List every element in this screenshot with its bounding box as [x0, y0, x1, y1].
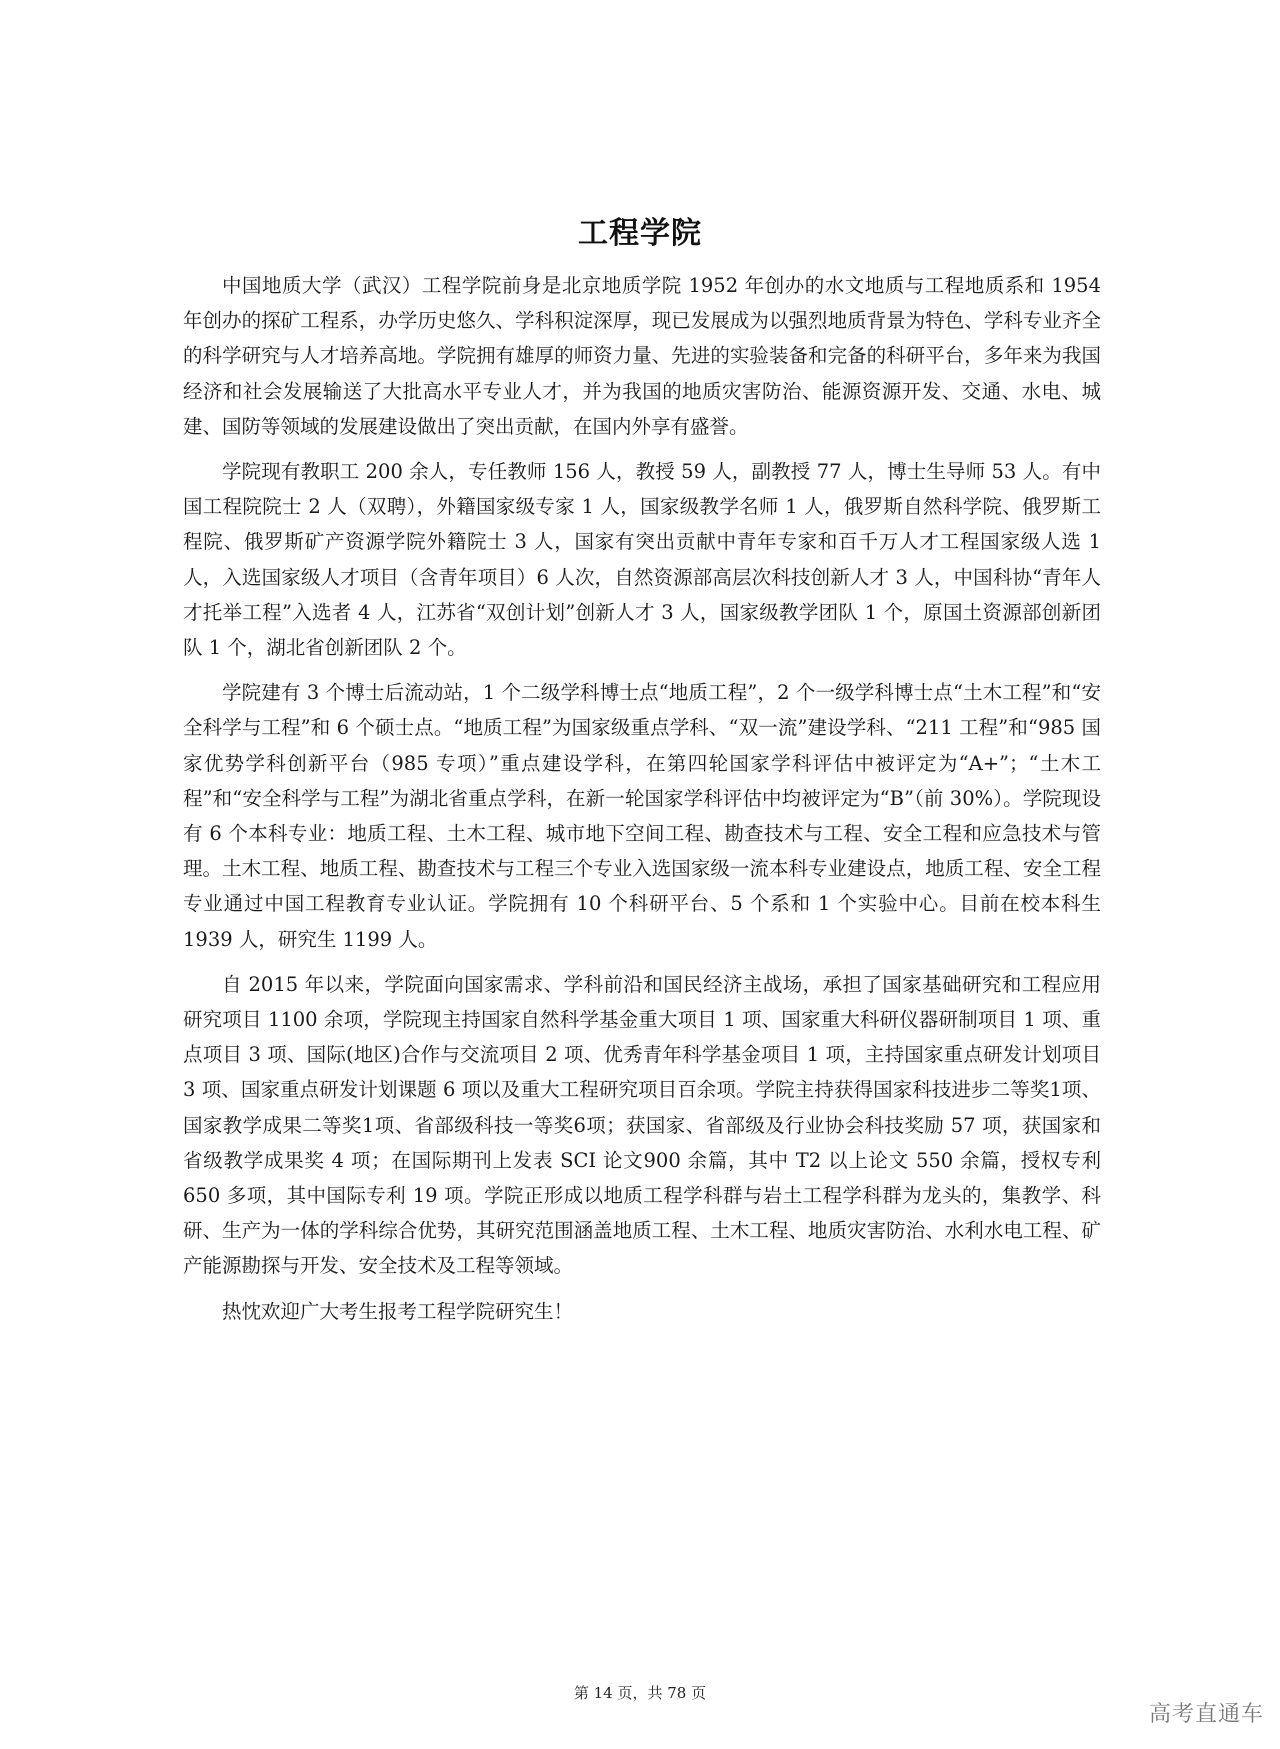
page-number-footer: 第 14 页，共 78 页	[573, 1684, 707, 1702]
paragraph-faculty: 学院现有教职工 200 余人，专任教师 156 人，教授 59 人，副教授 77 人，博士生导师 53 人。有中国工程院院士 2 人（双聘），外籍国家级专家 1 人，国家级教学名师 1 人，俄罗斯自然科学院、俄罗斯工程院、俄罗斯矿产资源学院外籍院士 3 人，国家有突出贡献中青年专家和百千万人才工程国家级人选 1 人，入选国家级人才项目（含青年项目）6 人次，自然资源部高层次科技创新人才 3 人，中国科协“青年人才托举工程”入选者 4 人，江苏省“双创计划”创新人才 3 人，国家级教学团队 1 个，原国土资源部创新团队 1 个，湖北省创新团队 2 个。	[183, 460, 1101, 660]
paragraph-disciplines: 学院建有 3 个博士后流动站，1 个二级学科博士点“地质工程”，2 个一级学科博士点“土木工程”和“安全科学与工程”和 6 个硕士点。“地质工程”为国家级重点学科、“双一流”建设学科、“211 工程”和“985 国家优势学科创新平台（985 专项）”重点建设学科，在第四轮国家学科评估中被评定为“A+”；“土木工程”和“安全科学与工程”为湖北省重点学科，在新一轮国家学科评估中均被评定为“B”（前 30%）。学院现设有 6 个本科专业：地质工程、土木工程、城市地下空间工程、勘查技术与工程、安全工程和应急技术与管理。土木工程、地质工程、勘查技术与工程三个专业入选国家级一流本科专业建设点，地质工程、安全工程专业通过中国工程教育专业认证。学院拥有 10 个科研平台、5 个系和 1 个实验中心。目前在校本科生 1939 人，研究生 1199 人。	[183, 681, 1101, 951]
watermark-logo-text: 高考直通车	[1148, 1702, 1264, 1727]
paragraph-research: 自 2015 年以来，学院面向国家需求、学科前沿和国民经济主战场，承担了国家基础研究和工程应用研究项目 1100 余项，学院现主持国家自然科学基金重大项目 1 项、国家重大科研仪器研制项目 1 项、重点项目 3 项、国际(地区)合作与交流项目 2 项、优秀青年科学基金项目 1 项，主持国家重点研发计划项目 3 项、国家重点研发计划课题 6 项以及重大工程研究项目百余项。学院主持获得国家科技进步二等奖1项、国家教学成果二等奖1项、省部级科技一等奖6项；获国家、省部级及行业协会科技奖励 57 项，获国家和省级教学成果奖 4 项；在国际期刊上发表 SCI 论文900 余篇，其中 T2 以上论文 550 余篇，授权专利 650 多项，其中国际专利 19 项。学院正形成以地质工程学科群与岩土工程学科群为龙头的，集教学、科研、生产为一体的学科综合优势，其研究范围涵盖地质工程、土木工程、地质灾害防治、水利水电工程、矿产能源勘探与开发、安全技术及工程等领域。	[183, 972, 1101, 1278]
document-body	[183, 268, 1101, 1339]
paragraph-history: 中国地质大学（武汉）工程学院前身是北京地质学院 1952 年创办的水文地质与工程地质系和 1954 年创办的探矿工程系，办学历史悠久、学科积淀深厚，现已发展成为以强烈地质背景为特色、学科专业齐全的科学研究与人才培养高地。学院拥有雄厚的师资力量、先进的实验装备和完备的科研平台，多年来为我国经济和社会发展输送了大批高水平专业人才，并为我国的地质灾害防治、能源资源开发、交通、水电、城建、国防等领域的发展建设做出了突出贡献，在国内外享有盛誉。	[183, 274, 1101, 438]
paragraph-welcome: 热忱欢迎广大考生报考工程学院研究生！	[222, 1299, 574, 1323]
page-title: 工程学院	[578, 216, 702, 252]
